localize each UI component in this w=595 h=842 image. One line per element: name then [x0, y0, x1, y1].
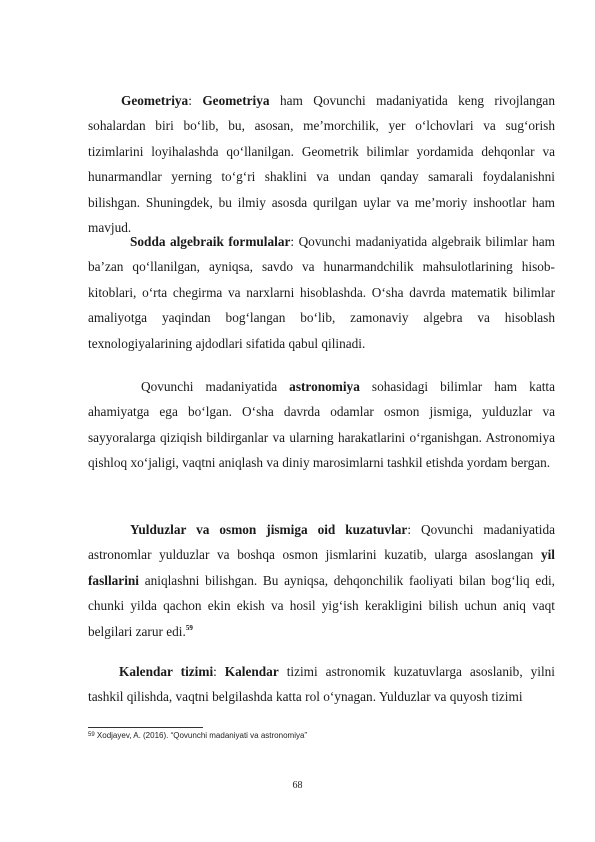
paragraph-text: ham Qovunchi madaniyatida keng rivojlangan sohalardan biri bo‘lib, bu, asosan, me’morchilik, yer o‘lchovlari va sug‘orish tizimlarini loyihalashda qo‘llanilgan. Geometrik bilimlar yordamida dehqonlar va hunarmandlar yerning to‘g‘ri shaklini va undan qanday samarali foydalanishni bilishgan. Shuningdek, bu ilmiy asosda qurilgan uylar va me’moriy inshootlar ham mavjud.	[88, 93, 555, 236]
footnote-number: 59	[88, 732, 95, 738]
paragraph-geometry: Geometriya: Geometriya ham Qovunchi madaniyatida keng rivojlangan sohalardan biri bo‘lib, bu, asosan, me’morchilik, yer o‘lchovlari va sug‘orish tizimlarini loyihalashda qo‘llanilgan. Geometrik bilimlar yordamida dehqonlar va hunarmandlar yerning to‘g‘ri shaklini va undan qanday samarali foydalanishni bilishgan. Shuningdek, bu ilmiy asosda qurilgan uylar va me’moriy inshootlar ham mavjud.	[88, 93, 555, 236]
footnote-divider	[88, 727, 203, 728]
paragraph-text: tizimi astronomik kuzatuvlarga asoslanib, yilni tashkil qilishda, vaqtni belgilashda katta rol o‘ynagan. Yulduzlar va quyosh tizimi	[88, 664, 555, 705]
page-number: 68	[292, 780, 303, 791]
paragraph-astronomy: Qovunchi madaniyatida astronomiya sohasidagi bilimlar ham katta ahamiyatga ega bo‘lgan. O‘sha davrda odamlar osmon jismiga, yulduzlar va sayyoralarga qiziqish bildirganlar va ularning harakatlarini o‘rganishgan. Astronomiya qishloq xo‘jaligi, vaqtni aniqlash va diniy marosimlarni tashkil etishda yordam bergan.	[88, 379, 556, 471]
term-geometry-2: Geometriya	[202, 93, 270, 108]
paragraph-text: : Qovunchi madaniyatida algebraik bilimlar ham ba’zan qo‘llanilgan, ayniqsa, savdo va hunarmandchilik mahsulotlarining hisob-kitoblari, o‘rta chegirma va narxlarni hisoblashda. O‘sha davrda matematik bilimlar amaliyotga yaqindan bog‘langan bo‘lib, zamonaviy algebra va hisoblash texnologiyalarining ajdodlari sifatida qabul qilinadi.	[88, 234, 555, 351]
paragraph-text: : Qovunchi madaniyatida astronomlar yulduzlar va boshqa osmon jismlarini kuzatib, ularga asoslangan	[88, 522, 555, 563]
term-calendar-2: Kalendar	[224, 664, 279, 679]
footnote	[88, 730, 555, 741]
footnote-reference[interactable]: 59	[185, 623, 193, 632]
term-observations: Yulduzlar va osmon jismiga oid kuzatuvlar	[130, 522, 408, 537]
paragraph-calendar: Kalendar tizimi: Kalendar tizimi astronomik kuzatuvlarga asoslanib, yilni tashkil qilishda, vaqtni belgilashda katta rol o‘ynagan. Yulduzlar va quyosh tizimi	[88, 664, 555, 705]
paragraph-text: sohasidagi bilimlar ham katta ahamiyatga ega bo‘lgan. O‘sha davrda odamlar osmon jismiga, yulduzlar va sayyoralarga qiziqish bildirganlar va ularning harakatlarini o‘rganishgan. Astronomiya qishloq xo‘jaligi, vaqtni aniqlash va diniy marosimlarni tashkil etishda yordam bergan.	[88, 379, 556, 471]
paragraph-observations	[88, 517, 555, 644]
paragraph-text-2: aniqlashni bilishgan. Bu ayniqsa, dehqonchilik faoliyati bilan bog‘liq edi, chunki yilda qachon ekin ekish va hosil yig‘ish kerakligini bilish uchun aniq vaqt belgilari zarur edi.	[88, 572, 555, 639]
footnote-text: Xodjayev, A. (2016). “Qovunchi madaniyati va astronomiya”	[94, 731, 308, 740]
term-geometry: Geometriya	[121, 93, 189, 108]
paragraph-algebra	[88, 229, 555, 356]
term-algebra: Sodda algebraik formulalar	[130, 234, 291, 249]
term-astronomy: astronomiya	[289, 379, 360, 394]
term-seasons: yil fasllarini	[88, 547, 555, 588]
term-calendar: Kalendar tizimi	[119, 664, 214, 679]
